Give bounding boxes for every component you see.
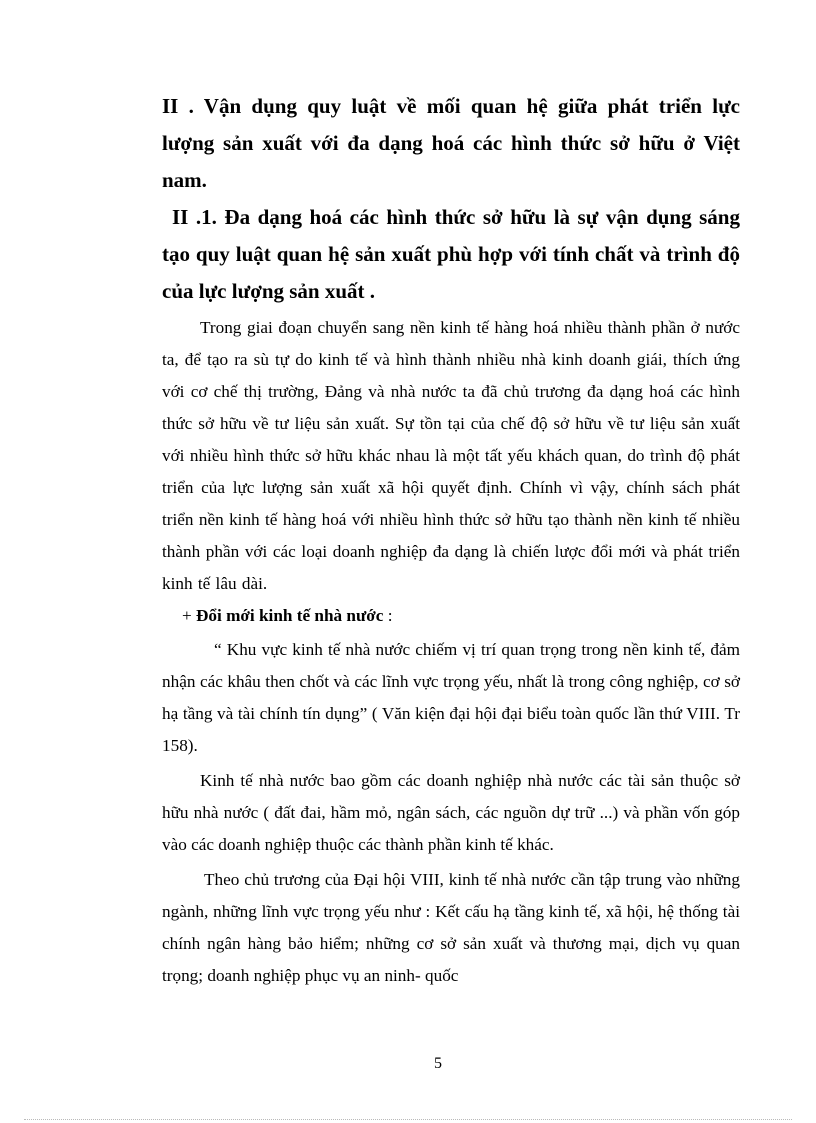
- bullet-prefix: +: [182, 606, 196, 625]
- bullet-suffix: :: [383, 606, 393, 625]
- bullet-bold-label: Đổi mới kinh tế nhà nước: [196, 606, 384, 625]
- subsection-heading: II .1. Đa dạng hoá các hình thức sở hữu là sự vận dụng sáng tạo quy luật quan hệ sản xuất phù hợp với tính chất và trình độ của lực lượng sản xuất .: [162, 205, 740, 303]
- body-paragraph-intro: Trong giai đoạn chuyển sang nền kinh tế hàng hoá nhiều thành phần ở nước ta, để tạo ra sù tự do kinh tế và hình thành nhiều nhà kinh doanh giái, thích ứng với cơ chế thị trường, Đảng và nhà nước ta đã chủ trương đa dạng hoá các hình thức sở hữu về tư liệu sản xuất. Sự tồn tại của chế độ sở hữu về tư liệu sản xuất với nhiều hình thức sở hữu khác nhau là một tất yếu khách quan, do trình độ phát triển của lực lượng sản xuất xã hội quyết định. Chính vì vậy, chính sách phát triển nền kinh tế hàng hoá với nhiều hình thức sở hữu tạo thành nền kinh tế nhiều thành phần với các loại doanh nghiệp đa dạng là chiến lược đổi mới và phát triển kinh tế lâu dài.: [162, 318, 740, 593]
- bullet-item: [162, 600, 740, 632]
- body-paragraph-state-economy: Kinh tế nhà nước bao gồm các doanh nghiệp nhà nước các tài sản thuộc sở hữu nhà nước ( đất đai, hầm mỏ, ngân sách, các nguồn dự trữ ...) và phần vốn góp vào các doanh nghiệp thuộc các thành phần kinh tế khác.: [162, 771, 740, 854]
- quotation-paragraph: “ Khu vực kinh tế nhà nước chiếm vị trí quan trọng trong nền kinh tế, đảm nhận các khâu then chốt và các lĩnh vực trọng yếu, nhất là trong công nghiệp, cơ sở hạ tầng và tài chính tín dụng” ( Văn kiện đại hội đại biểu toàn quốc lần thứ VIII. Tr 158).: [162, 640, 740, 755]
- section-heading: II . Vận dụng quy luật về mối quan hệ giữa phát triển lực lượng sản xuất với đa dạng hoá các hình thức sở hữu ở Việt nam.: [162, 94, 740, 192]
- document-body: [162, 88, 740, 992]
- page-bottom-divider: [24, 1119, 792, 1120]
- body-paragraph-congress: Theo chủ trương của Đại hội VIII, kinh tế nhà nước cần tập trung vào những ngành, những lĩnh vực trọng yếu như : Kết cấu hạ tầng kinh tế, xã hội, hệ thống tài chính ngân hàng bảo hiểm; những cơ sở sản xuất và thương mại, dịch vụ quan trọng; doanh nghiệp phục vụ an ninh- quốc: [162, 870, 740, 985]
- page-number: 5: [434, 1055, 442, 1072]
